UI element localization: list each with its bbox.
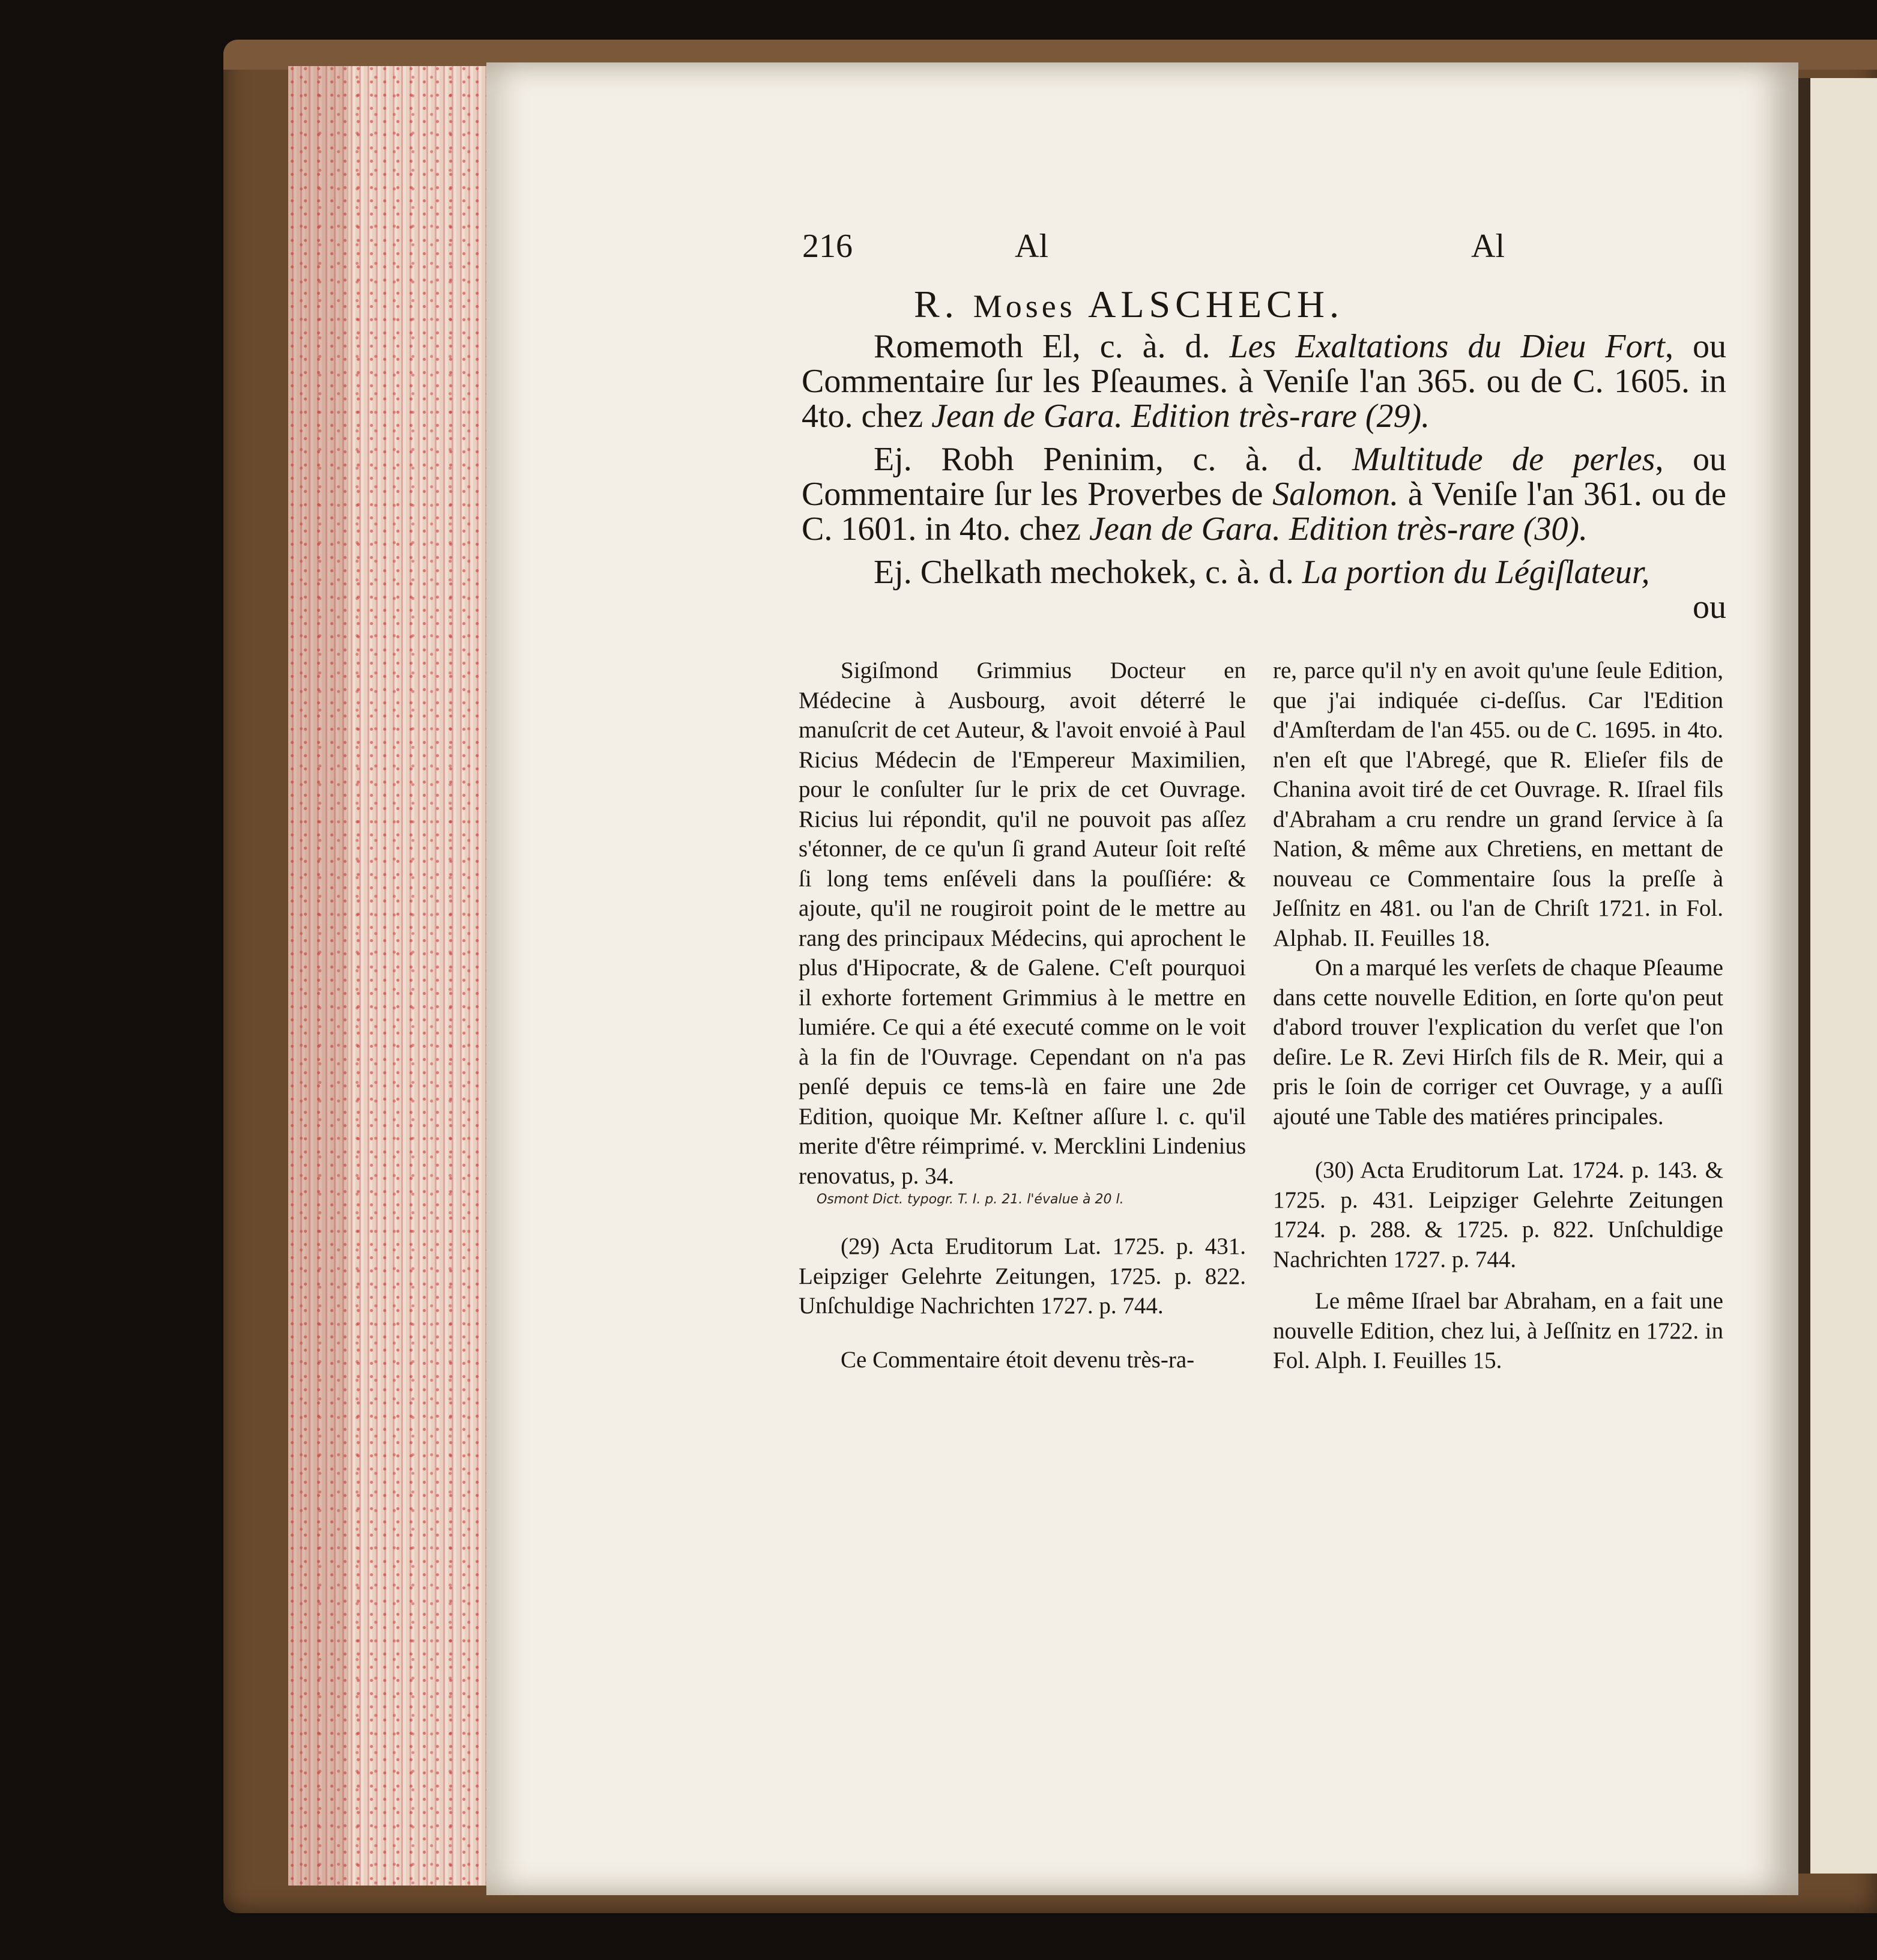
catchword: ou [1693, 588, 1726, 626]
footnote-column-left [799, 656, 1246, 1375]
running-head-right: Al [1471, 228, 1505, 265]
handwritten-annotation: Osmont Dict. typogr. T. I. p. 21. l'évalue à 20 l. [817, 1192, 1124, 1207]
entry-2-italic-title: Multitude de perles [1352, 441, 1655, 478]
right-paragraph-1: re, parce qu'il n'y en avoit qu'une ſeule Edition, que j'ai indiquée ci-deſſus. Car l'Edition d'Amſterdam de l'an 455. ou de C. 1695. in 4to. n'en eſt que l'Abregé, que R. Elieſer fils de Chanina avoit tiré de cet Ouvrage. R. Iſrael fils d'Abraham a cru rendre un grand ſervice à ſa Nation, & même aux Chretiens, en mettant de nouveau ce Commentaire ſous la preſſe à Jeſſnitz en 481. ou l'an de Chriſt 1721. in Fol. Alphab. II. Feuilles 18. [1273, 658, 1723, 951]
entry-1-lead: Romemoth El, c. à. d. [874, 328, 1230, 365]
entry-3-lead: Ej. Chelkath mechokek, c. à. d. [874, 554, 1302, 591]
footnote-30: (30) Acta Eruditorum Lat. 1724. p. 143. & 1725. p. 431. Leipziger Gelehrte Zeitungen 1724. p. 288. & 1725. p. 822. Unſchuldige Nachrichten 1727. p. 744. [1273, 1157, 1723, 1272]
title-prefix: R. [914, 283, 959, 325]
entry-1-printer: Jean de Gara. [931, 398, 1123, 435]
right-paragraph-3: Le même Iſrael bar Abraham, en a fait une nouvelle Edition, chez lui, à Jeſſnitz en 1722. in Fol. Alph. I. Feuilles 15. [1273, 1288, 1723, 1373]
page-number: 216 [802, 228, 853, 265]
entry-2-text: , ou Commentaire ſur les Proverbes de [802, 441, 1726, 513]
running-head-left: Al [1015, 228, 1048, 265]
entry-1-note: Edition très-rare (29). [1122, 398, 1430, 435]
entry-2 [802, 442, 1726, 546]
title-name: Moses [973, 288, 1076, 324]
entry-3 [802, 555, 1726, 590]
entry-3-italic-title: La portion du Légiſlateur, [1302, 554, 1650, 591]
entry-1 [802, 329, 1726, 434]
entry-1-italic-title: Les Exaltations du Dieu Fort [1229, 328, 1665, 365]
footnote-29: (29) Acta Eruditorum Lat. 1725. p. 431. Leipziger Gelehrte Zeitungen, 1725. p. 822. Unſchuldige Nachrichten 1727. p. 744. [799, 1233, 1246, 1319]
entry-2-italic-name: Salomon. [1272, 476, 1399, 513]
entry-2-note: Edition très-rare (30). [1280, 510, 1588, 548]
left-paragraph-last: Ce Commentaire étoit devenu très-ra- [841, 1346, 1195, 1373]
right-paragraph-2: On a marqué les verſets de chaque Pſeaume dans cette nouvelle Edition, en ſorte qu'on peut d'abord trouver l'explication du verſet que l'on deſire. Le R. Zevi Hirſch fils de R. Meir, qui a pris le ſoin de corriger cet Ouvrage, y a auſſi ajouté une Table des matiéres principales. [1273, 955, 1723, 1130]
entry-2-lead: Ej. Robh Peninim, c. à. d. [874, 441, 1352, 478]
entry-2-text-2: à Veniſe l'an 361. ou de C. 1601. in 4to. chez [802, 476, 1727, 548]
facing-page-edge [1798, 78, 1877, 1874]
main-entries [802, 329, 1726, 625]
left-paragraph-1: Sigiſmond Grimmius Docteur en Médecine à Ausbourg, avoit déterré le manuſcrit de cet Auteur, & l'avoit envoié à Paul Ricius Médecin de l'Empereur Maximilien, pour le conſulter ſur le prix de cet Ouvrage. Ricius lui répondit, qu'il ne pouvoit pas aſſez s'étonner, de ce qu'un ſi grand Auteur ſoit reſté ſi long tems enſéveli dans la pouſſiére: & ajoute, qu'il ne rougiroit point de le mettre au rang des principaux Médecins, qui aprochent le plus d'Hipocrate, & de Galene. C'eſt pourquoi il exhorte fortement Grimmius à le mettre en lumiére. Ce qui a été executé comme on le voit à la fin de l'Ouvrage. Cependant on n'a pas penſé depuis ce tems-là en faire une 2de Edition, quoique Mr. Keſtner aſſure l. c. qu'il merite d'être réimprimé. v. Mercklini Lindenius renovatus, p. 34. [799, 658, 1246, 1189]
entry-title [769, 282, 1489, 327]
page-edges-shadow [288, 66, 348, 1886]
footnote-column-right [1273, 656, 1723, 1376]
entry-1-text: , ou Commentaire ſur les Pſeaumes. à Veniſe l'an 365. ou de C. 1605. in 4to. chez [802, 328, 1727, 435]
title-surname: ALSCHECH. [1088, 283, 1344, 325]
entry-2-printer: Jean de Gara. [1089, 510, 1281, 548]
